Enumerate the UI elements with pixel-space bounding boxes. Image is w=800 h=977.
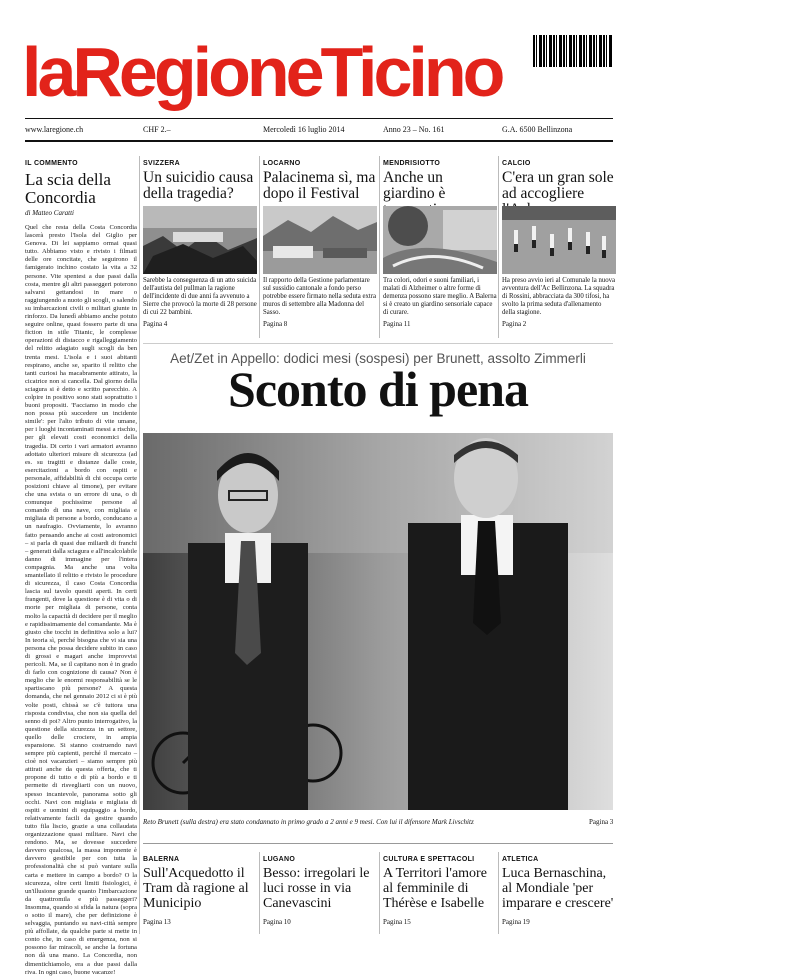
story-kicker: CALCIO	[502, 160, 531, 167]
editorial-byline: di Matteo Caratti	[25, 209, 74, 217]
story-title[interactable]: Palacinema sì, ma dopo il Festival	[263, 169, 376, 202]
story-kicker: BALERNA	[143, 856, 180, 863]
divider	[143, 343, 613, 344]
story-page-ref[interactable]: Pagina 11	[383, 320, 411, 328]
price: CHF 2.–	[143, 125, 171, 134]
story-photo	[383, 206, 497, 274]
story-kicker: SVIZZERA	[143, 160, 181, 167]
postal-info: G.A. 6500 Bellinzona	[502, 125, 573, 134]
column-divider	[498, 852, 499, 934]
column-divider	[259, 852, 260, 934]
story-title[interactable]: Anche un giardino è	[383, 169, 446, 202]
divider	[25, 118, 613, 119]
main-headline[interactable]: Sconto di pena	[228, 361, 528, 417]
divider	[143, 843, 613, 844]
editorial-body	[25, 224, 137, 976]
story-page-ref[interactable]: Pagina 13	[143, 918, 171, 926]
story-summary: Sarebbe la conseguenza di un atto suicida dell'autista del pullman la ragione dell'incidente di due anni fa avvenuto a Sierre che provocò la morte di 28 persone di cui 22 bambini.	[143, 277, 257, 316]
column-divider	[259, 156, 260, 338]
main-photo	[143, 433, 613, 810]
story-kicker: CULTURA E SPETTACOLI	[383, 856, 475, 863]
story-photo	[263, 206, 377, 274]
story-title[interactable]: Besso: irregolari le luci rosse in via Canevascini	[263, 866, 370, 911]
website-link[interactable]: www.laregione.ch	[25, 125, 84, 134]
story-summary: Tra colori, odori e suoni familiari, i malati di Alzheimer o altre forme di demenza possono stare meglio. A Balerna si è creato un giardino sensoriale capace di curare.	[383, 277, 497, 316]
masthead-logo[interactable]: laRegioneTicino	[22, 33, 502, 111]
story-summary: Il rapporto della Gestione parlamentare sul sussidio cantonale a fondo perso potrebbe essere firmato nella seduta extra muros di settembre alla Madonna del Sasso.	[263, 277, 377, 316]
story-page-ref[interactable]: Pagina 19	[502, 918, 530, 926]
story-page-ref[interactable]: Pagina 15	[383, 918, 411, 926]
issue-date: Mercoledì 16 luglio 2014	[263, 125, 345, 134]
main-page-ref[interactable]: Pagina 3	[589, 818, 614, 826]
story-page-ref[interactable]: Pagina 2	[502, 320, 527, 328]
story-kicker: LOCARNO	[263, 160, 301, 167]
barcode-icon	[533, 35, 613, 67]
column-divider	[379, 156, 380, 338]
story-kicker: ATLETICA	[502, 856, 539, 863]
story-photo	[502, 206, 616, 274]
column-divider	[139, 156, 140, 934]
story-page-ref[interactable]: Pagina 8	[263, 320, 288, 328]
story-page-ref[interactable]: Pagina 4	[143, 320, 168, 328]
main-overline: Aet/Zet in Appello: dodici mesi (sospesi) per Brunett, assolto Zimmerli	[170, 351, 586, 366]
story-title[interactable]: Sull'Acquedotto il Tram dà ragione al Municipio	[143, 866, 249, 911]
story-title[interactable]: A Territori l'amore al femminile di Thérèse e Isabelle	[383, 866, 487, 911]
story-title[interactable]: Un suicidio causa della tragedia?	[143, 169, 254, 202]
story-summary: Ha preso avvio ieri al Comunale la nuova avventura dell'Ac Bellinzona. La squadra di Rossini, abbracciata da 300 tifosi, ha svolto la prima seduta d'allenamento della stagione.	[502, 277, 616, 316]
editorial-text: Quel che resta della Costa Concordia lascerà presto l'Isola del Giglio per Genova. Di lei sappiamo ormai quasi tutto. Abbiamo visto e rivisto i filmati delle ore concitate, che seguirono il famigerato inchino costato la vita a 32 persone. Vite spentesi a due passi dalla costa, mentre gli altri passeggeri poterono salvarsi gettandosi in mare o raggiungendo a nuoto gli scogli, o salendo su imbarcazioni civili o militari giunte in rinforzo. Da lunedì abbiamo anche potuto seguire online, quasi fossero parte di una fiction in stile Titanic, le complesse operazioni di distacco e rigalleggiamento del relitto adagiato sugli scogli da ben trenta mesi. L'isola e i suoi abitanti respirano, anche se, sparito il relitto che tanti curiosi ha macabramente attirato, la cicatrice non si cancella. Dal giorno della sciagura si è detto e scritto parecchio. A colpire in positivo sono stati soprattutto i buoni propositi. 'Facciamo in modo che non possa più succedere un incidente simile': per l'alto tributo di vite umane, per i luoghi incontaminati messi a rischio, per gli elevati costi economici della tragedia. Di certo i vari armatori avranno adottato ulteriori misure di sicurezza (ad es. su tragitti e distanze dalle coste, esercitazioni a bordo con ospiti e personale, affidabilità di chi occupa certe posizioni chiave al timone), per evitare che una svista o un errore di una, o di comunque pochissime persone al comando di una nave, con migliaia e migliaia di persone a bordo, conducano a un naufragio. Ovviamente, lo avranno fatto pensando anche ai costi astronomici – si parla di quasi due miliardi di franchi – generati dalla sciagura e all'incalcolabile danno di immagine per l'intera compagnia. Ma anche una volta smantellato il relitto e rivisto le procedure di sicurezza, il caso Costa Concordia lascia sul tavolo quesiti aperti. In certi frangenti, dove la questione è di vita o di morte per migliaia di persone, conta molto la capacità di decidere per il meglio e rapidissimamente del comandante. Ma è giusto che tocchi in definitiva solo a lui? In teoria sì, perché bisogna che vi sia una persona che possa decidere subito in caso di grossi e magari anche improvvisi pericoli. Ma, se il capitano non è in grado di farlo con cognizione di causa? Non è meglio che le enormi responsabilità se le spartiscano più persone? A questa domanda, che nel gennaio 2012 ci si è più volte posti, chissà se c'è tuttora una risposta condivisa, che non sia quella del senno di poi? Altro punto interrogativo, la questione della sicurezza in un settore, quello delle crociere, in ampia espansione. Si stanno costruendo navi sempre più capienti, perché il mercato – cioè noi vacanzieri – siamo sempre più attirati anche da questa offerta, che ti propone di tutto e di più a bordo e ti permette di risvegliarti con un nuovo, spesso incantevole, panorama sotto gli occhi. Navi con migliaia e migliaia di ospiti e uomini di equipaggio a bordo, relativamente facili da gestire quando tutto fila liscio, grazie a una collaudata organizzazione quasi militare. Navi che rendono. Ma, se dovesse succedere davvero qualcosa, la massa imponente è davvero gestibile per con tutta la professionalità che si può vantare sulla carta e mettere in campo a bordo? O la sicurezza, oltre certi limiti fisiologici, è un'illusione grande quanto l'imbarcazione da quattromila e più passeggeri? Insomma, quando si sfida la natura (sopra o sotto il mare), che per definizione è selvaggia, puntando su navi-città sempre più affollate, da qualche parte si mette in conto che, in caso di emergenza, non si possono far miracoli, se anche la fortuna non dà una mano. La Concordia, non dimentichiamolo, era a due passi dalla riva. In ogni caso, buone vacanze!	[25, 224, 137, 976]
divider	[25, 140, 613, 142]
story-kicker: LUGANO	[263, 856, 296, 863]
story-title[interactable]: C'era un gran sole ad accogliere	[502, 169, 614, 202]
editorial-kicker: IL COMMENTO	[25, 160, 78, 167]
photo-caption: Reto Brunett (sulla destra) era stato condannato in primo grado a 2 anni e 9 mesi. Con lui il difensore Mark Livschitz	[143, 818, 474, 826]
story-page-ref[interactable]: Pagina 10	[263, 918, 291, 926]
column-divider	[498, 156, 499, 338]
story-photo	[143, 206, 257, 274]
editorial-title[interactable]: La scia della Concordia	[25, 170, 111, 207]
issue-number: Anno 23 – No. 161	[383, 125, 445, 134]
story-title[interactable]: Luca Bernaschina, al Mondiale 'per imparare e crescere'	[502, 866, 614, 911]
column-divider	[379, 852, 380, 934]
story-kicker: MENDRISIOTTO	[383, 160, 441, 167]
